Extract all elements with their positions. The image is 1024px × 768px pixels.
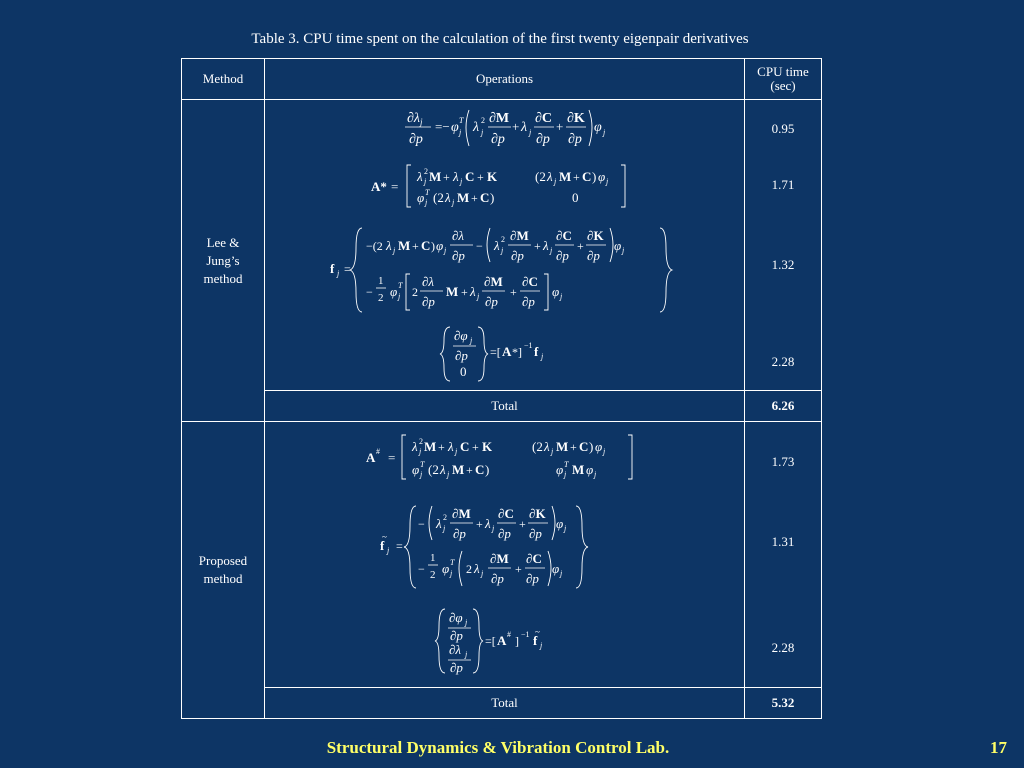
svg-text:j: j	[500, 246, 503, 255]
svg-text:(2: (2	[531, 439, 543, 454]
svg-text:−: −	[365, 285, 373, 299]
svg-text:T: T	[419, 460, 424, 469]
svg-text:T: T	[458, 116, 463, 125]
svg-text:∂p: ∂p	[449, 628, 463, 643]
svg-text:2: 2	[465, 562, 472, 576]
svg-text:λ: λ	[385, 238, 392, 253]
svg-text:j: j	[464, 650, 467, 659]
svg-text:+: +	[471, 440, 479, 454]
cpu-time-value: 1.73	[771, 454, 795, 469]
svg-text:∂M: ∂M	[483, 274, 503, 289]
svg-text:φ: φ	[594, 439, 602, 454]
svg-text:1: 1	[377, 275, 383, 287]
svg-text:2: 2	[500, 235, 505, 244]
cpu-time-value: 1.71	[771, 177, 795, 192]
svg-text:+: +	[442, 170, 450, 184]
svg-text:j: j	[454, 447, 457, 456]
svg-text:(2: (2	[534, 169, 546, 184]
svg-text:∂p: ∂p	[586, 248, 600, 263]
svg-text:j: j	[621, 246, 624, 255]
svg-text:∂C: ∂C	[497, 506, 514, 521]
table-row-proposed	[182, 422, 822, 688]
svg-text:φ: φ	[411, 462, 419, 477]
svg-text:j: j	[443, 246, 446, 255]
svg-text:∂φ: ∂φ	[448, 610, 463, 625]
svg-text:f: f	[532, 633, 537, 648]
cpu-time-table	[181, 58, 822, 719]
svg-text:j: j	[392, 246, 395, 255]
svg-text:j: j	[459, 177, 462, 186]
svg-text:K: K	[481, 439, 492, 454]
equation-proposed-solution	[265, 606, 744, 680]
svg-text:φ: φ	[585, 462, 593, 477]
svg-text:φ: φ	[450, 120, 459, 135]
svg-text:j: j	[563, 524, 566, 533]
svg-text:j: j	[446, 470, 449, 479]
svg-text:+: +	[475, 517, 483, 531]
svg-text:∂K: ∂K	[586, 228, 604, 243]
svg-text:∂p: ∂p	[528, 526, 542, 541]
svg-text:φ: φ	[435, 238, 443, 253]
svg-text:M: M	[423, 439, 436, 454]
svg-text:∂λj: $\partial\lambda_j$	[406, 111, 422, 127]
svg-text:∂p: ∂p	[535, 132, 550, 147]
svg-text:∂λ: ∂λ	[451, 228, 464, 243]
svg-text:j: j	[469, 336, 472, 345]
svg-text:C: C	[420, 238, 430, 253]
svg-text:j: j	[528, 128, 531, 137]
svg-text:): )	[484, 462, 489, 477]
cpu-time-value: 0.95	[771, 121, 795, 136]
svg-text:C: C	[459, 439, 469, 454]
svg-text:∂p: ∂p	[490, 132, 505, 147]
svg-text:∂M: ∂M	[488, 111, 509, 126]
svg-text:M: M	[558, 169, 571, 184]
table-header-row	[182, 59, 822, 100]
svg-text:∂p: ∂p	[451, 248, 465, 263]
svg-text:−: −	[475, 239, 483, 253]
svg-text:λ: λ	[542, 238, 549, 253]
svg-text:∂p: ∂p	[567, 132, 582, 147]
page-number: 17	[990, 738, 1007, 757]
svg-text:∂p: ∂p	[421, 294, 435, 309]
svg-text:+: +	[533, 239, 541, 253]
svg-text:M: M	[571, 462, 584, 477]
svg-text:∂p: ∂p	[484, 294, 498, 309]
svg-text:j: j	[336, 269, 339, 278]
svg-text:∂λ: ∂λ	[421, 274, 434, 289]
svg-text:j: j	[423, 177, 426, 186]
svg-text:+: +	[569, 440, 577, 454]
svg-text:j: j	[424, 198, 427, 207]
svg-text:∂C: ∂C	[534, 111, 552, 126]
svg-text:+: +	[437, 440, 445, 454]
svg-text:C: C	[464, 169, 474, 184]
svg-text:f: f	[533, 344, 538, 359]
svg-text:=: =	[387, 450, 395, 465]
svg-text:φ: φ	[551, 284, 559, 299]
svg-text:): )	[588, 439, 593, 454]
svg-text:−: −	[417, 517, 425, 531]
method-proposed	[182, 422, 265, 719]
svg-text:∂p: ∂p	[510, 248, 524, 263]
svg-text:∂λ: ∂λ	[448, 642, 461, 657]
svg-text:∂C: ∂C	[555, 228, 572, 243]
svg-text:j: j	[593, 470, 596, 479]
svg-text:C: C	[581, 169, 591, 184]
svg-text:*]: *]	[511, 345, 522, 359]
svg-text:f: f	[329, 261, 334, 276]
svg-text:T: T	[449, 558, 454, 567]
svg-text:φ: φ	[441, 561, 449, 576]
svg-text:+: +	[518, 517, 526, 531]
svg-text:∂C: ∂C	[525, 551, 542, 566]
svg-text:j: j	[550, 447, 553, 456]
svg-text:+: +	[460, 285, 468, 299]
svg-text:j: j	[553, 177, 556, 186]
svg-text:j: j	[480, 569, 483, 578]
svg-text:C: C	[479, 190, 489, 205]
svg-text:+: +	[511, 119, 519, 134]
cpu-time-value: 1.32	[771, 257, 795, 272]
svg-text:∂M: ∂M	[451, 506, 471, 521]
svg-text:#: #	[506, 630, 511, 639]
svg-text:φ: φ	[551, 561, 559, 576]
cpu-time-value: 2.28	[771, 640, 795, 655]
svg-text:A: A	[365, 450, 375, 465]
svg-text:∂C: ∂C	[521, 274, 538, 289]
svg-text:(2: (2	[427, 462, 439, 477]
svg-text:λ: λ	[447, 439, 454, 454]
svg-text:j: j	[464, 618, 467, 627]
header-method: Method	[182, 59, 265, 100]
total-row-lee-jung	[182, 391, 822, 422]
total-value: 6.26	[745, 391, 822, 422]
svg-text:j: j	[419, 470, 422, 479]
svg-text:∂K: ∂K	[528, 506, 546, 521]
svg-text:j: j	[559, 569, 562, 578]
svg-text:∂p: ∂p	[497, 526, 511, 541]
table-row-lee-jung	[182, 100, 822, 391]
svg-text:j: j	[559, 292, 562, 301]
svg-text:M: M	[445, 284, 458, 299]
svg-text:=: =	[390, 179, 398, 194]
svg-text:2: 2	[418, 437, 423, 446]
svg-text:φ: φ	[593, 120, 602, 135]
equation-eigenvalue-derivative	[265, 106, 744, 154]
svg-text:M: M	[428, 169, 441, 184]
svg-text:~: ~	[381, 532, 387, 542]
svg-text:j: j	[418, 447, 421, 456]
svg-text:λ: λ	[493, 238, 500, 253]
svg-text:φ: φ	[416, 190, 424, 205]
svg-text:∂p: ∂p	[521, 294, 535, 309]
svg-text:j: j	[386, 546, 389, 555]
svg-text:+: +	[465, 463, 473, 477]
svg-text:λ: λ	[439, 462, 446, 477]
equation-a-hash-matrix	[265, 432, 744, 486]
svg-text:2: 2	[429, 569, 435, 581]
method-lee-jung-label: Lee & Jung’s method	[203, 234, 243, 286]
svg-text:): )	[430, 239, 435, 253]
svg-text:λ: λ	[452, 169, 459, 184]
cpu-time-lee-jung	[745, 100, 822, 391]
svg-text:φ: φ	[389, 284, 397, 299]
equation-a-star-matrix	[265, 162, 744, 214]
total-row-proposed	[182, 688, 822, 719]
svg-text:j: j	[602, 128, 605, 137]
svg-text:+: +	[509, 285, 517, 299]
svg-text:(2: (2	[432, 190, 444, 205]
svg-text:j: j	[539, 641, 542, 650]
svg-text:=[: =[	[484, 634, 496, 648]
svg-text:∂p: ∂p	[449, 660, 463, 675]
total-label: Total	[265, 391, 745, 422]
svg-text:M: M	[456, 190, 469, 205]
svg-text:φ: φ	[597, 169, 605, 184]
svg-text:∂p: ∂p	[454, 348, 468, 363]
svg-text:+: +	[576, 239, 584, 253]
svg-text:A: A	[496, 633, 506, 648]
header-cpu-time: CPU time (sec)	[745, 59, 822, 100]
svg-text:=: =	[395, 539, 403, 553]
svg-text:]: ]	[514, 634, 519, 648]
cpu-time-proposed	[745, 422, 822, 688]
svg-text:∂K: ∂K	[566, 111, 585, 126]
svg-text:λ: λ	[546, 169, 553, 184]
svg-text:): )	[591, 169, 596, 184]
cpu-time-value: 1.31	[771, 534, 795, 549]
svg-text:−1: −1	[523, 341, 533, 350]
svg-text:j: j	[451, 198, 454, 207]
svg-text:M: M	[451, 462, 464, 477]
svg-text:M: M	[397, 238, 410, 253]
svg-text:∂M: ∂M	[509, 228, 529, 243]
total-value: 5.32	[745, 688, 822, 719]
svg-text:j: j	[449, 569, 452, 578]
svg-text:2: 2	[377, 292, 383, 304]
svg-text:0: 0	[459, 364, 466, 379]
svg-text:+: +	[572, 170, 580, 184]
svg-text:λ: λ	[416, 169, 423, 184]
svg-text:λ: λ	[473, 561, 480, 576]
total-label: Total	[265, 688, 745, 719]
svg-text:C: C	[474, 462, 484, 477]
svg-text:λ: λ	[469, 284, 476, 299]
svg-text:∂p: ∂p	[525, 571, 539, 586]
svg-text:0: 0	[571, 190, 578, 205]
method-lee-jung	[182, 100, 265, 422]
svg-text:=−: =−	[434, 119, 450, 134]
svg-text:λ: λ	[520, 120, 527, 135]
svg-text:−: −	[417, 562, 425, 576]
svg-text:j: j	[491, 524, 494, 533]
svg-text:j: j	[602, 447, 605, 456]
svg-text:∂p: ∂p	[452, 526, 466, 541]
svg-text:φ: φ	[555, 516, 563, 531]
svg-text:2: 2	[423, 167, 428, 176]
svg-text:+: +	[470, 191, 478, 205]
svg-text:λ: λ	[411, 439, 418, 454]
svg-text:f: f	[379, 538, 384, 553]
svg-text:j: j	[480, 128, 483, 137]
svg-text:j: j	[397, 292, 400, 301]
svg-text:λ: λ	[435, 516, 442, 531]
svg-text:T: T	[424, 188, 429, 197]
svg-text:2: 2	[442, 513, 447, 522]
svg-text:j: j	[540, 352, 543, 361]
svg-text:~: ~	[534, 627, 540, 637]
method-proposed-label: Proposed method	[198, 553, 248, 586]
operations-proposed	[265, 422, 745, 688]
svg-text:λ: λ	[543, 439, 550, 454]
svg-text:j: j	[549, 246, 552, 255]
equation-solution-vector	[265, 324, 744, 388]
svg-text:∂φ: ∂φ	[453, 328, 468, 343]
svg-text:−(2: −(2	[365, 239, 383, 253]
svg-text:∂p: ∂p	[555, 248, 569, 263]
svg-text:A: A	[501, 344, 511, 359]
svg-text:A*: A*	[370, 179, 387, 194]
svg-text:+: +	[476, 170, 484, 184]
table-caption: Table 3. CPU time spent on the calculation of the first twenty eigenpair derivatives	[251, 31, 749, 47]
svg-text:1: 1	[429, 552, 435, 564]
svg-text:j: j	[476, 292, 479, 301]
svg-text:−1: −1	[520, 630, 530, 639]
svg-text:M: M	[555, 439, 568, 454]
svg-text:φ: φ	[613, 238, 621, 253]
equation-f-tilde-vector	[265, 502, 744, 596]
svg-text:=[: =[	[489, 345, 501, 359]
svg-text:∂p: ∂p	[408, 132, 423, 147]
svg-text:∂p: ∂p	[490, 571, 504, 586]
svg-text:j: j	[563, 470, 566, 479]
header-operations: Operations	[265, 59, 745, 100]
equation-f-vector	[265, 224, 744, 320]
svg-text:λ: λ	[484, 516, 491, 531]
svg-text:λ: λ	[444, 190, 451, 205]
svg-text:=: =	[343, 262, 351, 276]
svg-text:C: C	[578, 439, 588, 454]
svg-text:λ: λ	[472, 120, 479, 135]
svg-text:T: T	[563, 460, 568, 469]
svg-text:2: 2	[411, 285, 418, 299]
svg-text:#: #	[375, 447, 380, 456]
svg-text:j: j	[458, 128, 461, 137]
svg-text:2: 2	[480, 116, 485, 125]
svg-text:φ: φ	[555, 462, 563, 477]
svg-text:): )	[489, 190, 494, 205]
svg-text:+: +	[555, 119, 563, 134]
svg-text:∂M: ∂M	[489, 551, 509, 566]
operations-lee-jung	[265, 100, 745, 391]
svg-text:j: j	[605, 177, 608, 186]
svg-text:+: +	[514, 562, 522, 576]
svg-text:+: +	[411, 239, 419, 253]
svg-text:T: T	[397, 281, 402, 290]
svg-text:j: j	[442, 524, 445, 533]
footer-lab-name: Structural Dynamics & Vibration Control Lab.	[326, 738, 670, 757]
cpu-time-value: 2.28	[771, 354, 795, 369]
svg-text:K: K	[486, 169, 497, 184]
